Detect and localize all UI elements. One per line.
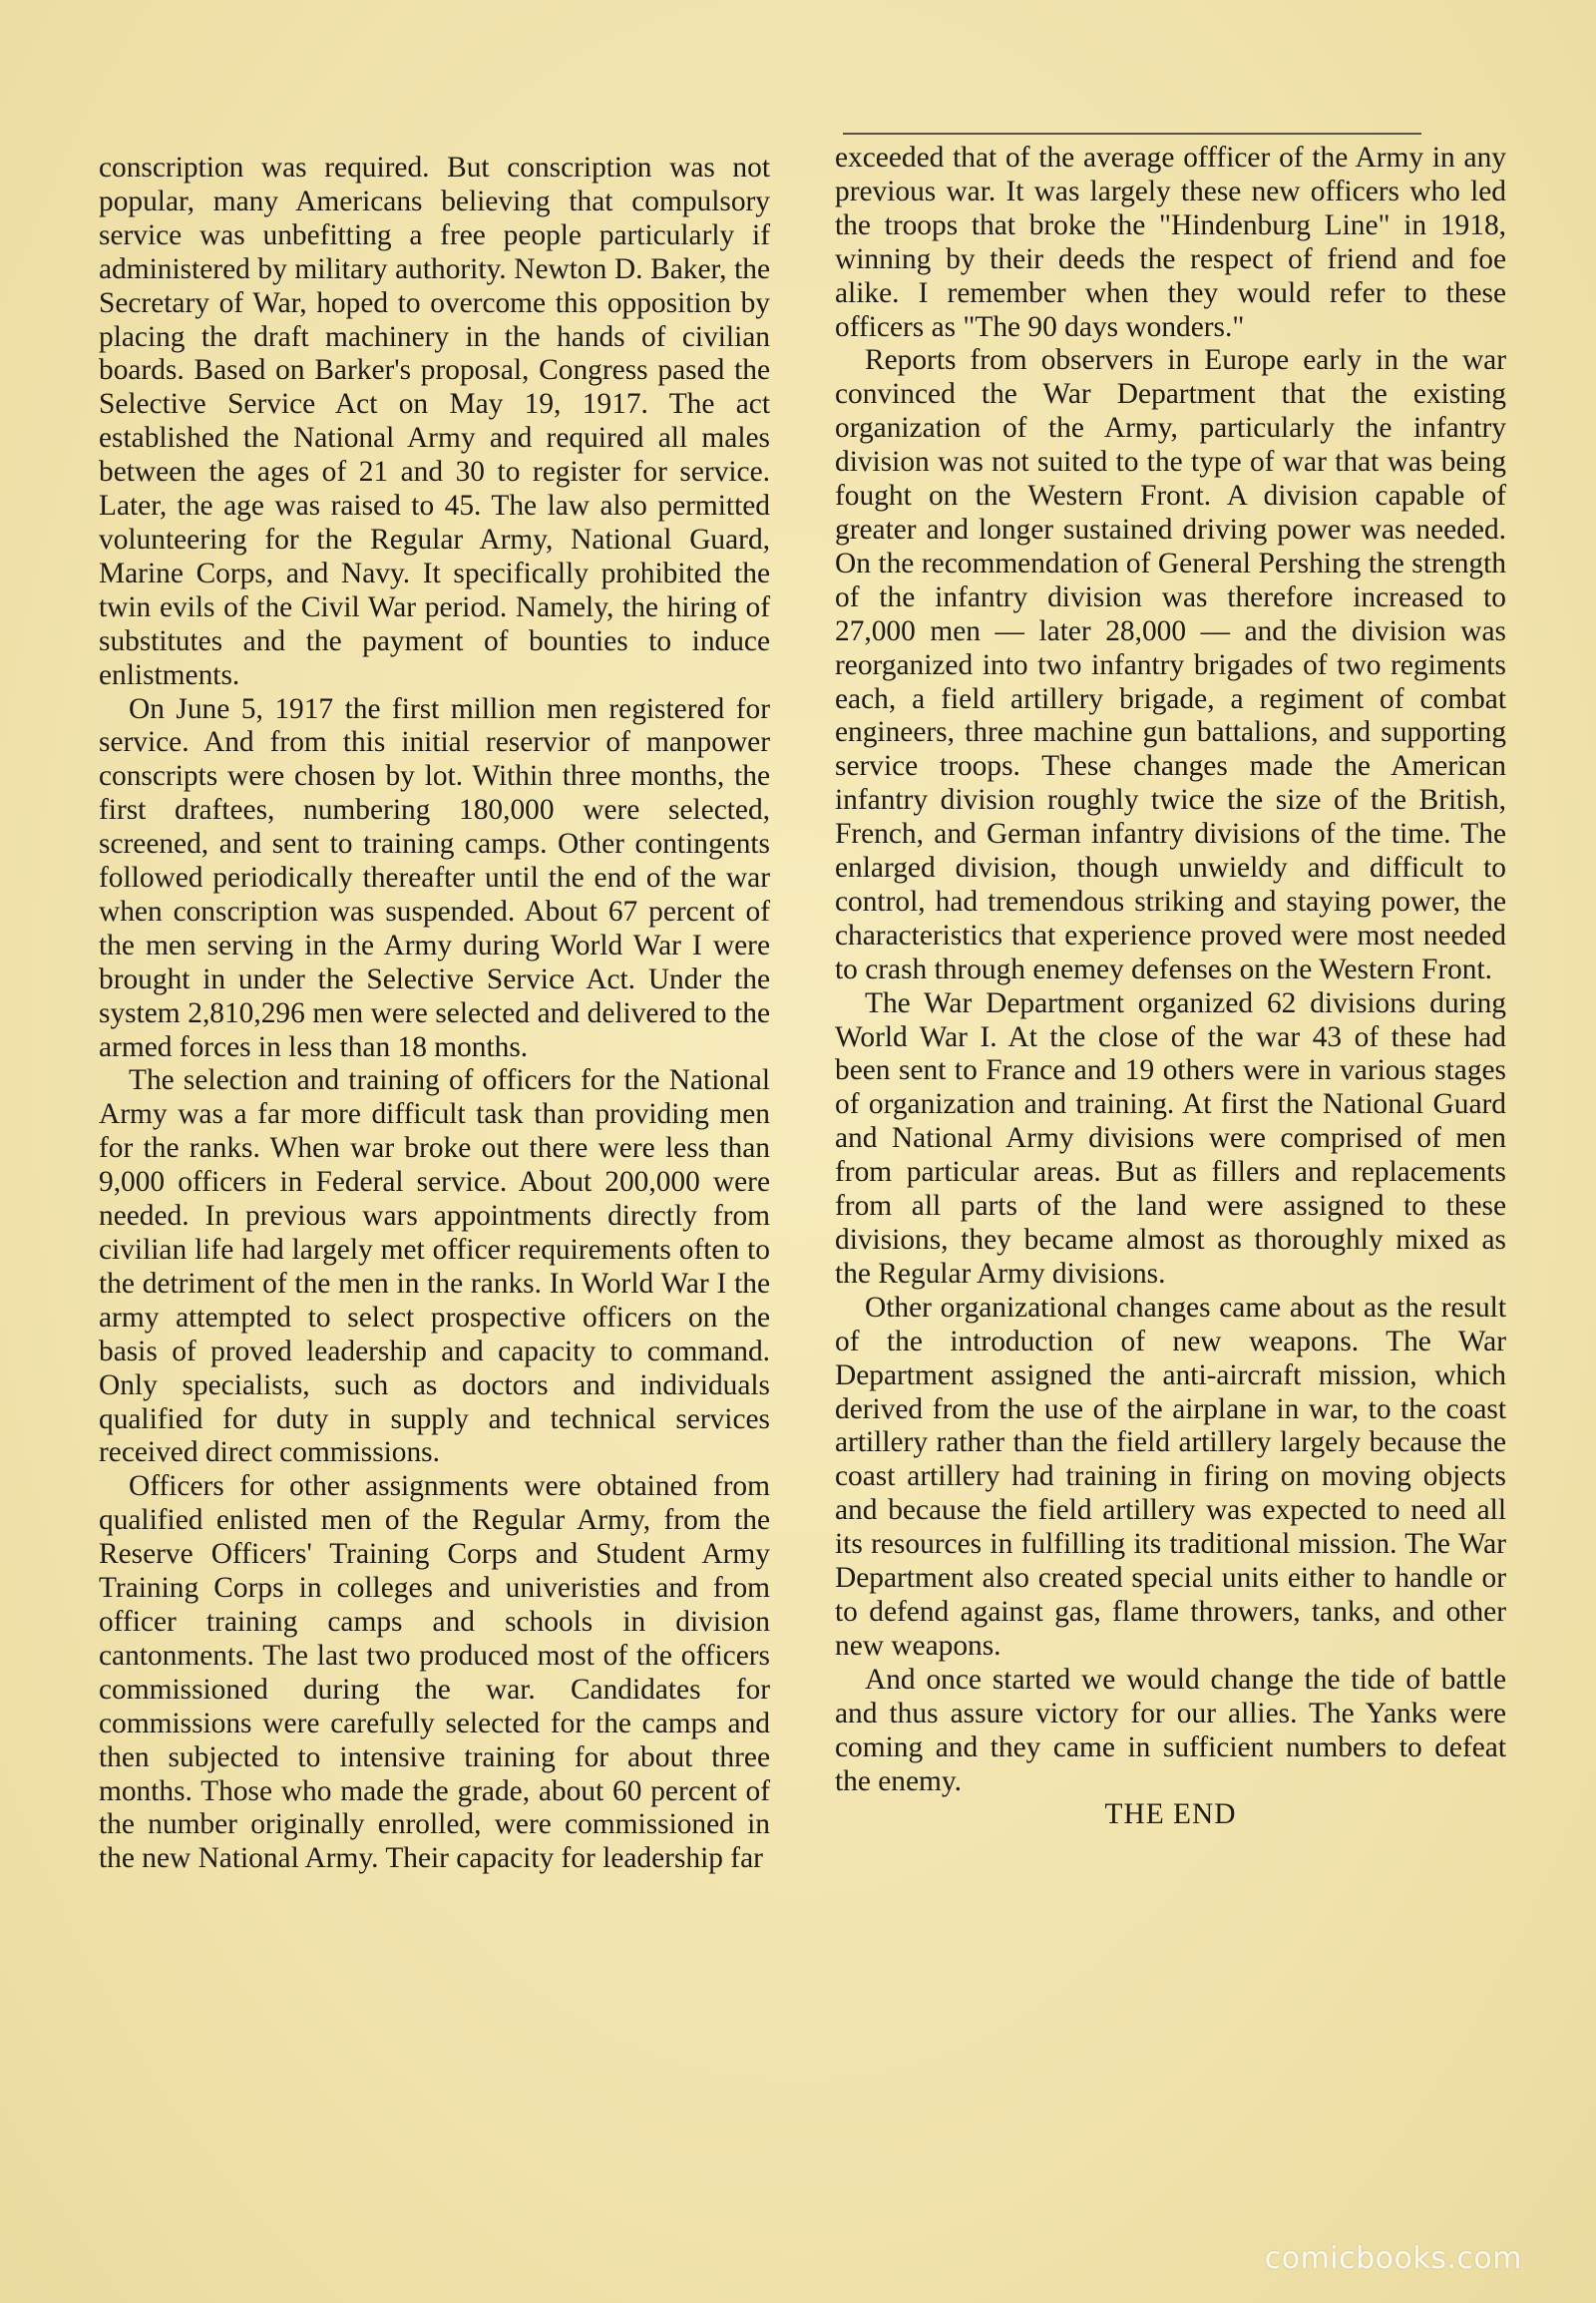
right-text-column (835, 142, 1506, 1832)
right-paragraph-4: Other organizational changes came about as the result of the introduction of new weapons. The War Department assigned the anti-aircraft mission, which derived from the use of the airplane in war, to the coast artillery rather than the field artillery largely because the coast artillery had training in firing on moving objects and because the field artillery was expected to need all its resources in fulfilling its traditional mission. The War Department also created special units either to handle or to defend against gas, flame throwers, tanks, and other new weapons. (835, 1291, 1506, 1662)
right-paragraph-3: The War Department organized 62 divisions during World War I. At the close of the war 43 of these had been sent to France and 19 others were in various stages of organization and training. At first the National Guard and National Army divisions were comprised of men from particular areas. But as fillers and replacements from all parts of the land were assigned to these divisions, they became almost as thoroughly mixed as the Regular Army divisions. (835, 986, 1506, 1290)
the-end-label: THE END (1104, 1798, 1237, 1831)
left-paragraph-3: The selection and training of officers for the National Army was a far more difficult task than providing men for the ranks. When war broke out there were less than 9,000 officers in Federal service. About 200,000 were needed. In previous wars appointments directly from civilian life had largely met officer requirements often to the detriment of the men in the ranks. In World War I the army attempted to select prospective officers on the basis of proved leadership and capacity to command. Only specialists, such as doctors and individuals qualified for duty in supply and technical services received direct commissions. (99, 1064, 770, 1469)
left-paragraph-2: On June 5, 1917 the first million men registered for service. And from this initial reservior of manpower conscripts were chosen by lot. Within three months, the first draftees, numbering 180,000 were selected, screened, and sent to training camps. Other contingents followed periodically thereafter until the end of the war when conscription was suspended. About 67 percent of the men serving in the Army during World War I were brought in under the Selective Service Act. Under the system 2,810,296 men were selected and delivered to the armed forces in less than 18 months. (99, 692, 770, 1063)
right-paragraph-2: Reports from observers in Europe early in the war convinced the War Department that the existing organization of the Army, particularly the infantry division was not suited to the type of war that was being fought on the Western Front. A division capable of greater and longer sustained driving power was needed. On the recommendation of General Pershing the strength of the infantry division was therefore increased to 27,000 men — later 28,000 — and the division was reorganized into two infantry brigades of two regiments each, a field artillery brigade, a regiment of combat engineers, three machine gun battalions, and supporting service troops. These changes made the American infantry division roughly twice the size of the British, French, and German infantry divisions of the time. The enlarged division, though unwieldy and difficult to control, had tremendous striking and staying power, the characteristics that experience proved were most needed to crash through enemey defenses on the Western Front. (835, 344, 1506, 985)
top-rule-divider (843, 133, 1421, 135)
site-watermark: comicbooks.com (1264, 2241, 1522, 2276)
left-paragraph-4: Officers for other assignments were obtained from qualified enlisted men of the Regular Army, from the Reserve Officers' Training Corps and Student Army Training Corps in colleges and univeristies and from officer training camps and schools in division cantonments. The last two produced most of the officers commissioned during the war. Candidates for commissions were carefully selected for the camps and then subjected to intensive training for about three months. Those who made the grade, about 60 percent of the number originally enrolled, were commissioned in the new National Army. Their capacity for leadership far (99, 1470, 770, 1875)
left-paragraph-1: conscription was required. But conscription was not popular, many Americans believing that compulsory service was unbefitting a free people particularly if administered by military authority. Newton D. Baker, the Secretary of War, hoped to overcome this opposition by placing the draft machinery in the hands of civilian boards. Based on Barker's proposal, Congress pased the Selective Service Act on May 19, 1917. The act established the National Army and required all males between the ages of 21 and 30 to register for service. Later, the age was raised to 45. The law also permitted volunteering for the Regular Army, National Guard, Marine Corps, and Navy. It specifically prohibited the twin evils of the Civil War period. Namely, the hiring of substitutes and the payment of bounties to induce enlistments. (99, 152, 770, 691)
right-paragraph-1: exceeded that of the average offficer of the Army in any previous war. It was largely these new officers who led the troops that broke the "Hindenburg Line" in 1918, winning by their deeds the respect of friend and foe alike. I remember when they would refer to these officers as "The 90 days wonders." (835, 142, 1506, 343)
left-text-column (99, 152, 770, 1876)
right-paragraph-5: And once started we would change the tide of battle and thus assure victory for our allies. The Yanks were coming and they came in sufficient numbers to defeat the enemy. (835, 1663, 1506, 1797)
